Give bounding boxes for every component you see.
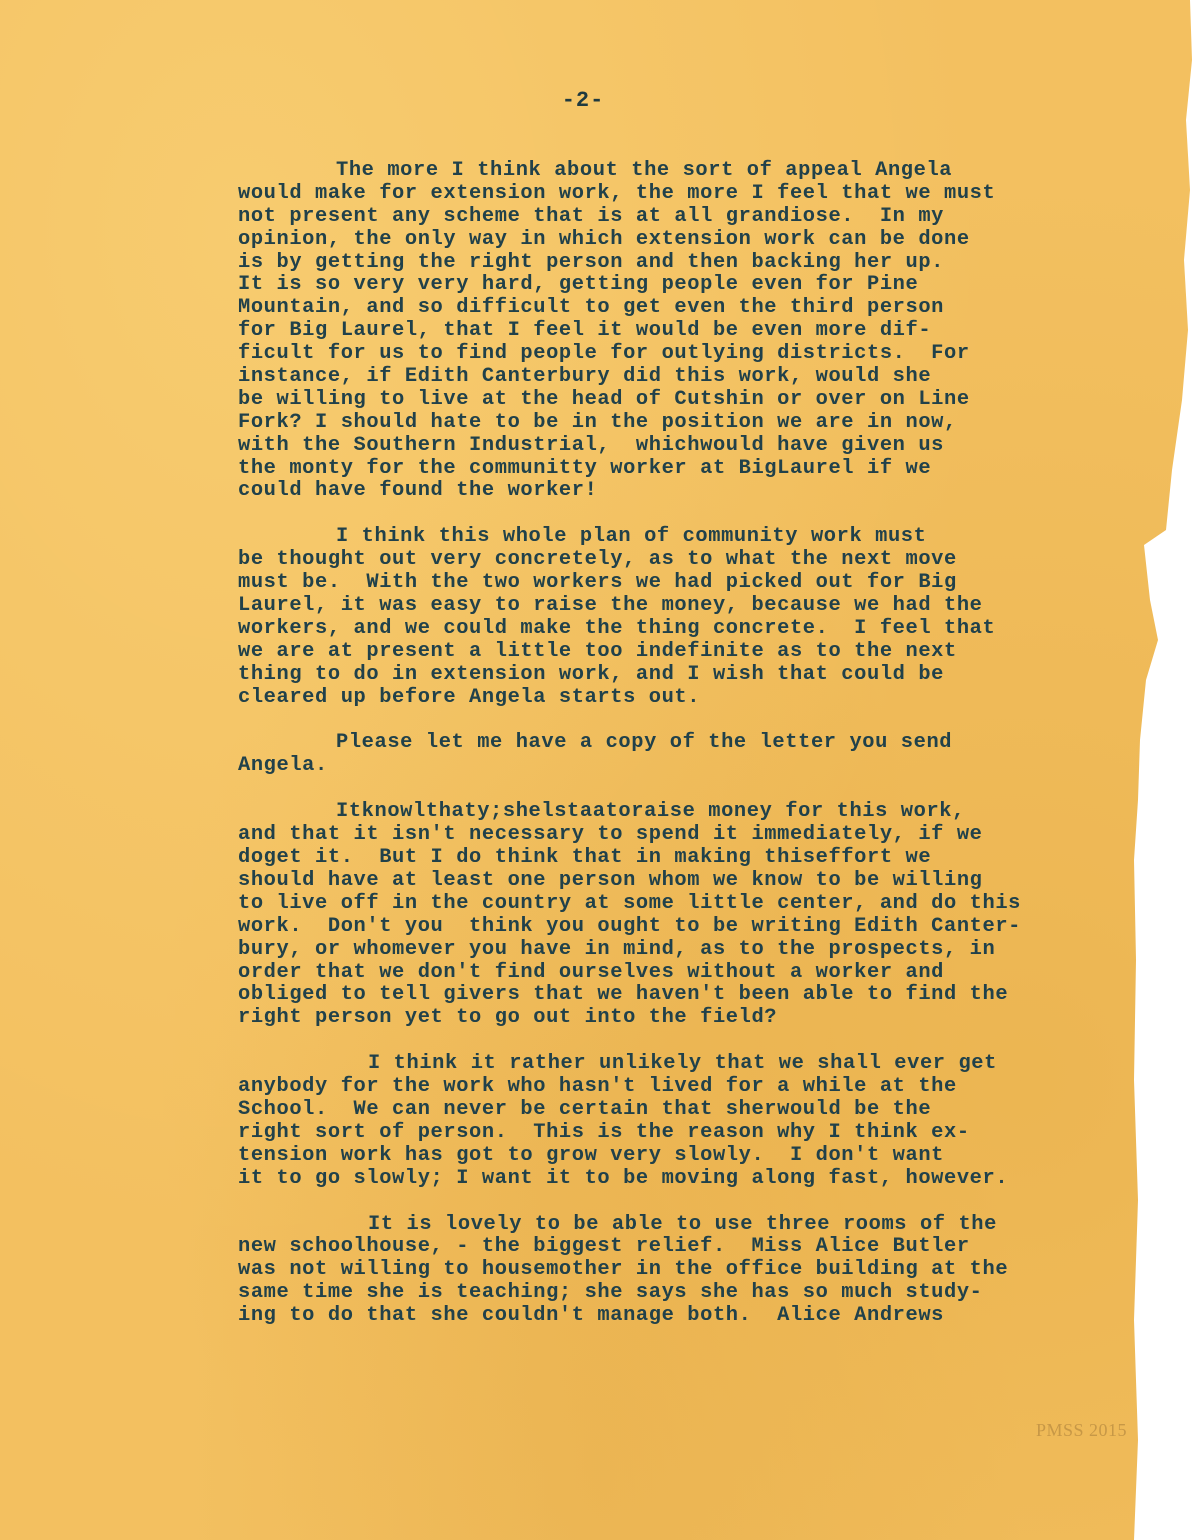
text-line: Itknowlthaty;shelstaatoraise money for this work,: [336, 800, 965, 824]
text-line: Please let me have a copy of the letter you send: [336, 731, 953, 755]
text-line: ing to do that she couldn't manage both. Alice Andrews: [238, 1304, 945, 1328]
text-line: would make for extension work, the more I feel that we must: [238, 181, 996, 205]
text-line: It is lovely to be able to use three rooms of the: [368, 1212, 997, 1236]
text-line: I think this whole plan of community work must: [336, 525, 927, 549]
text-line: must be. With the two workers we had picked out for Big: [238, 571, 957, 595]
text-line: is by getting the right person and then backing her up.: [238, 250, 945, 274]
page-number: -2-: [561, 88, 605, 113]
paragraph-4: [238, 801, 1118, 1030]
text-line: right sort of person. This is the reason why I think ex-: [238, 1120, 970, 1144]
paragraph-5: [238, 1053, 1118, 1190]
text-line: I think it rather unlikely that we shall ever get: [368, 1052, 997, 1076]
text-line: Fork? I should hate to be in the position we are in now,: [238, 410, 957, 434]
text-line: opinion, the only way in which extension work can be done: [238, 227, 970, 251]
text-line: was not willing to housemother in the office building at the: [238, 1258, 1009, 1282]
text-line: could have found the worker!: [238, 479, 598, 503]
text-line: bury, or whomever you have in mind, as to the prospects, in: [238, 937, 996, 961]
text-line: Angela.: [238, 754, 328, 778]
text-line: order that we don't find ourselves without a worker and: [238, 960, 945, 984]
text-line: be willing to live at the head of Cutshin or over on Line: [238, 387, 970, 411]
torn-edge: [1120, 0, 1200, 1540]
paragraph-1: [238, 160, 1118, 503]
text-line: It is so very very hard, getting people even for Pine: [238, 273, 919, 297]
text-line: should have at least one person whom we know to be willing: [238, 868, 983, 892]
text-line: thing to do in extension work, and I wish that could be: [238, 662, 945, 686]
text-line: Mountain, and so difficult to get even the third person: [238, 296, 945, 320]
text-line: the monty for the communitty worker at BigLaurel if we: [238, 456, 932, 480]
text-line: obliged to tell givers that we haven't been able to find the: [238, 983, 1009, 1007]
text-line: with the Southern Industrial, whichwould have given us: [238, 433, 945, 457]
text-line: doget it. But I do think that in making thiseffort we: [238, 846, 932, 870]
archive-watermark: PMSS 2015: [1036, 1420, 1128, 1440]
text-line: ficult for us to find people for outlying districts. For: [238, 342, 970, 366]
text-line: same time she is teaching; she says she has so much study-: [238, 1281, 983, 1305]
text-line: tension work has got to grow very slowly. I don't want: [238, 1143, 945, 1167]
text-line: School. We can never be certain that sherwould be the: [238, 1097, 932, 1121]
text-line: work. Don't you think you ought to be writing Edith Canter-: [238, 914, 1022, 938]
paragraph-2: [238, 526, 1118, 709]
text-line: for Big Laurel, that I feel it would be even more dif-: [238, 319, 932, 343]
letter-body: [238, 160, 1118, 1351]
text-line: and that it isn't necessary to spend it immediately, if we: [238, 823, 983, 847]
text-line: it to go slowly; I want it to be moving along fast, however.: [238, 1166, 1009, 1190]
text-line: be thought out very concretely, as to what the next move: [238, 548, 957, 572]
text-line: not present any scheme that is at all grandiose. In my: [238, 204, 945, 228]
text-line: to live off in the country at some little center, and do this: [238, 891, 1022, 915]
text-line: The more I think about the sort of appeal Angela: [336, 159, 953, 182]
text-line: workers, and we could make the thing concrete. I feel that: [238, 616, 996, 640]
text-line: we are at present a little too indefinite as to the next: [238, 639, 957, 663]
paragraph-6: [238, 1214, 1118, 1328]
text-line: Laurel, it was easy to raise the money, because we had the: [238, 594, 983, 618]
text-line: cleared up before Angela starts out.: [238, 685, 701, 709]
text-line: new schoolhouse, - the biggest relief. Miss Alice Butler: [238, 1235, 970, 1259]
paragraph-3: [238, 732, 1118, 778]
text-line: instance, if Edith Canterbury did this work, would she: [238, 365, 932, 389]
text-line: right person yet to go out into the field?: [238, 1006, 778, 1030]
text-line: anybody for the work who hasn't lived for a while at the: [238, 1075, 957, 1099]
